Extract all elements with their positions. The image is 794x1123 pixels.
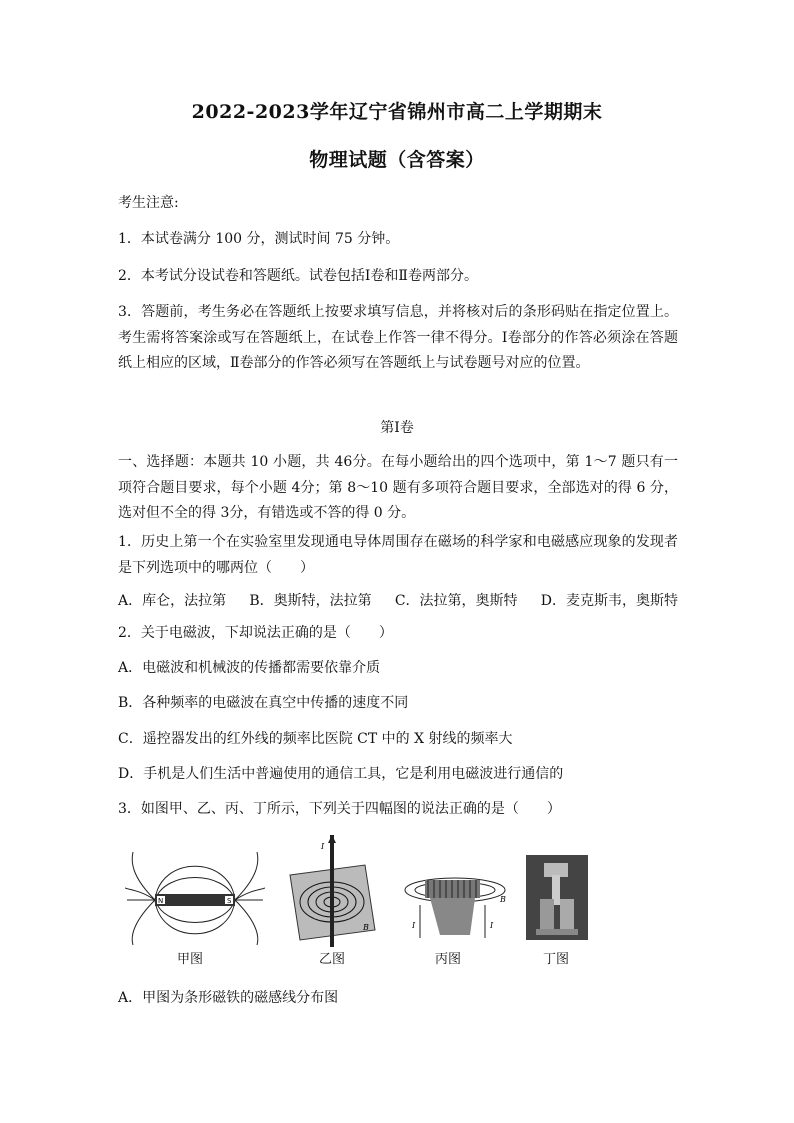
option-a: A．电磁波和机械波的传播都需要依靠介质 (118, 660, 381, 676)
exam-subtitle: 物理试题（含答案） (309, 149, 485, 171)
current-label: I (490, 921, 494, 930)
option-d: D．手机是人们生活中普遍使用的通信工具，它是利用电磁波进行通信的 (118, 766, 564, 782)
option-row (118, 590, 678, 610)
bar-magnet-figure (125, 850, 265, 945)
current-label: I (412, 921, 416, 930)
option-c: C．遥控器发出的红外线的频率比医院 CT 中的 X 射线的频率大 (118, 731, 513, 747)
current-label: I (321, 842, 325, 851)
option-b: B．各种频率的电磁波在真空中传播的速度不同 (118, 695, 409, 711)
photo-figure (526, 855, 588, 940)
field-label: B (363, 923, 369, 932)
option-b: B．奥斯特，法拉第 (249, 593, 372, 609)
option-a: A．甲图为条形磁铁的磁感线分布图 (118, 990, 339, 1006)
magnet-n-label: N (158, 897, 164, 905)
option-a: A．库仑，法拉第 (118, 593, 227, 609)
question-stem: 1．历史上第一个在实验室里发现通电导体周围存在磁场的科学家和电磁感应现象的发现者是下列选项中的哪两位（ ） (118, 534, 678, 576)
exam-title: 2022-2023学年辽宁省锦州市高二上学期期末 (191, 101, 603, 123)
coil-hand-figure (400, 860, 510, 945)
figure-caption: 丙图 (434, 952, 461, 967)
section-title: 第Ⅰ卷 (380, 420, 414, 436)
notice-item: 1．本试卷满分 100 分，测试时间 75 分钟。 (118, 231, 400, 247)
section-instructions: 一、选择题：本题共 10 小题，共 46分。在每小题给出的四个选项中，第 1～7 题只有一项符合题目要求，每个小题 4分；第 8～10 题有多项符合题目要求，全部选对的得 6 分，选对但不全的得 3分，有错选或不答的得 0 分。 (118, 454, 678, 521)
question-stem: 3．如图甲、乙、丙、丁所示，下列关于四幅图的说法正确的是（ ） (118, 801, 561, 817)
figure-caption: 丁图 (542, 952, 569, 967)
option-d: D．麦克斯韦，奥斯特 (540, 593, 678, 609)
straight-wire-figure (285, 835, 380, 950)
magnet-s-label: S (227, 897, 232, 905)
figure-caption: 乙图 (318, 952, 345, 967)
notice-item: 2．本考试分设试卷和答题纸。试卷包括Ⅰ卷和Ⅱ卷两部分。 (118, 268, 478, 284)
question-stem: 2．关于电磁波，下却说法正确的是（ ） (118, 625, 393, 641)
field-label: B (500, 895, 506, 904)
notice-heading: 考生注意: (118, 195, 179, 211)
option-c: C．法拉第，奥斯特 (394, 593, 518, 609)
notice-item: 3．答题前，考生务必在答题纸上按要求填写信息，并将核对后的条形码贴在指定位置上。考生需将答案涂或写在答题纸上，在试卷上作答一律不得分。Ⅰ卷部分的作答必须涂在答题纸上相应的区域，Ⅱ卷部分的作答必须写在答题纸上与试卷题号对应的位置。 (118, 304, 678, 371)
figure-caption: 甲图 (176, 952, 203, 967)
